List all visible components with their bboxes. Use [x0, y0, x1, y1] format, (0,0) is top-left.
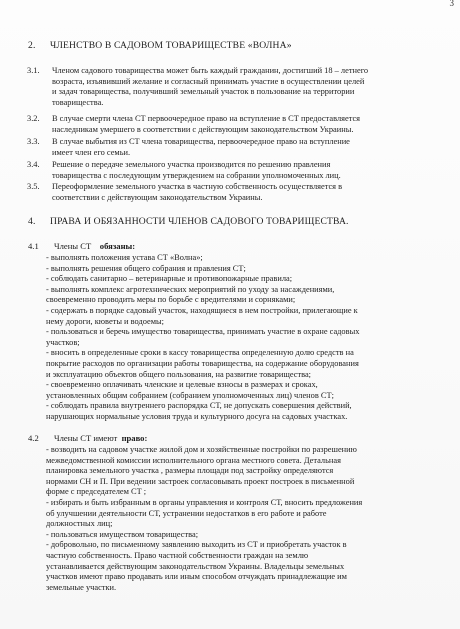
duty-item: - соблюдать санитарно – ветеринарные и противопожарные правила;: [46, 274, 293, 284]
clause-line: и задач товарищества, получивший земельный участок в пользование на территории: [52, 87, 355, 97]
right-item: об улучшении деятельности СТ, устранении недостатков в его работе и работе: [46, 508, 327, 518]
section-2-number: 2.: [28, 40, 36, 51]
clause-3-2: [27, 114, 361, 135]
duty-item: - соблюдать правила внутреннего распорядка СТ, не допускать совершения действий,: [46, 401, 352, 411]
clause-line: товарищества с последующим утверждением на собрании уполномоченных лиц.: [52, 170, 341, 180]
right-item: - избирать и быть избранным в органы управления и контроля СТ, вносить предложения: [46, 497, 363, 507]
right-item: нормами СН и П. При ведении застроек согласовывать проект построек в письменной: [46, 476, 355, 486]
duty-item: участков;: [46, 337, 80, 347]
clause-number: 3.3.: [27, 137, 40, 146]
clause-4-2-heading: [28, 433, 147, 443]
right-item: - добровольно, по письменному заявлению выходить из СТ и приобретать участок в: [46, 540, 347, 550]
page-number: 3: [449, 0, 454, 8]
clause-line: В случае смерти члена СТ первоочередное право на вступление в СТ предоставляется: [52, 114, 361, 123]
duties-list: [46, 253, 359, 423]
clause-keyword: обязаны:: [99, 241, 136, 251]
clause-line: В случае выбытия из СТ члена товарищества, первоочередное право на вступление: [52, 137, 350, 146]
right-item: - пользоваться имуществом товарищества;: [46, 529, 199, 539]
duty-item: - своевременно оплачивать членские и целевые взносы в размерах и сроках,: [46, 380, 318, 390]
clause-3-1: [27, 66, 369, 108]
right-item: устанавливается действующим законодательством Украины. Владельцы земельных: [46, 561, 345, 571]
duty-item: - выполнять положения устава СТ «Волна»;: [46, 253, 203, 262]
section-4-number: 4.: [28, 216, 36, 227]
clause-line: товарищества.: [52, 97, 104, 107]
right-item: - возводить на садовом участке жилой дом и хозяйственные постройки по разрешению: [46, 445, 357, 454]
duty-item: нему дороги, кюветы и водоемы;: [46, 316, 164, 326]
right-item: земельные участки.: [46, 582, 117, 592]
rights-list: [46, 445, 362, 593]
right-item: межведомственной комиссии исполнительного органа местного совета. Детальная: [46, 455, 341, 465]
clause-line: имеет член его семьи.: [52, 147, 131, 157]
duty-item: покрытие расходов по организации работы товарищества, на содержание оборудования: [46, 358, 359, 368]
duty-item: своевременно проводить меры по борьбе с вредителями и сорняками;: [46, 295, 296, 305]
clause-number: 4.1: [28, 241, 39, 251]
right-item: планировка земельного участка , размеры площади под застройку определяются: [46, 466, 334, 476]
duty-item: - выполнять комплекс агротехнических мероприятий по уходу за насаждениями,: [46, 284, 335, 294]
section-4-heading: [28, 216, 349, 227]
duty-item: - вносить в определенные сроки в кассу товарищества определенную долю средств на: [46, 348, 354, 358]
clause-line: Переоформление земельного участка в частную собственность осуществляется в: [52, 182, 343, 191]
duty-item: установленных общим собранием (собранием уполномоченных лиц) членов СТ;: [46, 390, 334, 400]
clause-4-1-heading: [28, 241, 135, 251]
clause-3-3: [27, 137, 350, 158]
clause-label: Члены СТ имеют: [54, 433, 118, 443]
clause-line: Членом садового товарищества может быть каждый гражданин, достигший 18 – летнего: [52, 66, 369, 75]
duty-item: - выполнять решения общего собрания и правления СТ;: [46, 263, 246, 273]
clause-3-4: [27, 160, 341, 181]
section-4-title: ПРАВА И ОБЯЗАННОСТИ ЧЛЕНОВ САДОВОГО ТОВАРИЩЕСТВА.: [50, 216, 349, 227]
clause-label: Члены СТ: [54, 241, 92, 251]
right-item: форме с председателем СТ ;: [46, 487, 147, 497]
clause-number: 3.1.: [27, 66, 40, 75]
clause-number: 3.2.: [27, 114, 40, 123]
clause-keyword: право:: [121, 433, 148, 443]
clause-number: 3.4.: [27, 160, 40, 169]
right-item: участков имеют право продавать или иным способом отчуждать принадлежащие им: [46, 572, 347, 582]
duty-item: - пользоваться и беречь имущество товарищества, принимать участие в охране садовых: [46, 327, 360, 337]
clause-3-5: [27, 182, 343, 203]
clause-line: наследникам умершего в соответствии с действующим законодательством Украины.: [52, 124, 354, 134]
clause-number: 4.2: [28, 433, 39, 443]
duty-item: и эксплуатацию объектов общего пользования, на развитие товарищества;: [46, 369, 312, 379]
duty-item: нарушающих нормальные условия труда и культурного досуга на садовых участках.: [46, 411, 348, 421]
clause-line: возраста, изъявивший желание и согласный принимать участие в осуществлении целей: [52, 76, 365, 86]
clause-line: соответствии с действующим законодательством Украины.: [52, 192, 263, 202]
section-2-heading: [28, 40, 292, 51]
duty-item: - содержать в порядке садовый участок, находящиеся в нем постройки, прилегающие к: [46, 305, 358, 315]
section-2-title: ЧЛЕНСТВО В САДОВОМ ТОВАРИЩЕСТВЕ «ВОЛНА»: [50, 40, 292, 51]
clause-number: 3.5.: [27, 182, 40, 191]
right-item: должностных лиц;: [46, 519, 113, 529]
right-item: частную собственность. Право частной собственности граждан на землю: [46, 550, 309, 560]
clause-line: Решение о передаче земельного участка производится по решению правления: [52, 160, 331, 169]
